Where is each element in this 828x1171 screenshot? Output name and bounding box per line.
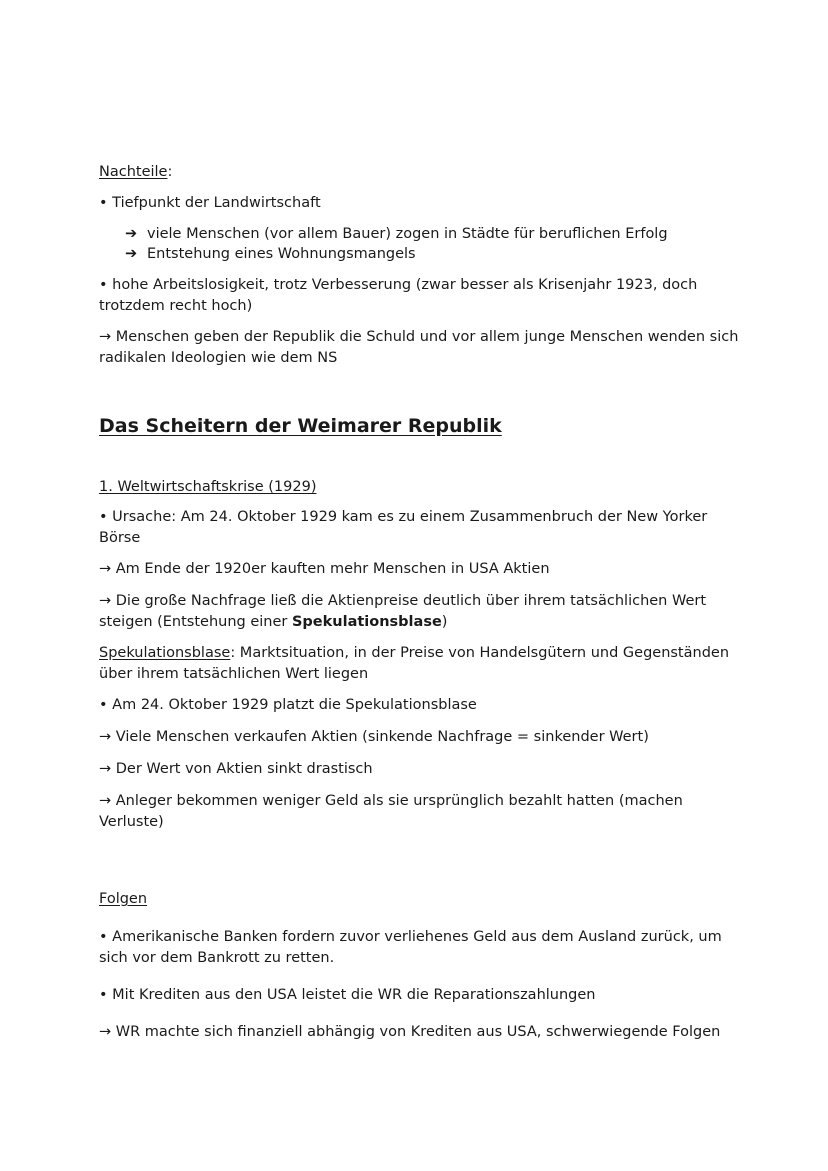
- folgen-bullet-banken: • Amerikanische Banken fordern zuvor verliehenes Geld aus dem Ausland zurück, um sich vor dem Bankrott zu retten.: [99, 929, 722, 966]
- nachfrage-close: ): [441, 614, 448, 630]
- nachteile-bullet-landwirtschaft: • Tiefpunkt der Landwirtschaft: [99, 195, 321, 211]
- nachfrage-text: → Die große Nachfrage ließ die Aktienpreise deutlich über ihrem tatsächlichen Wert steigen (Entstehung einer: [99, 593, 707, 630]
- arrow-nachfrage: [99, 591, 739, 633]
- bullet-spekulationsblase-platzt: • Am 24. Oktober 1929 platzt die Spekulationsblase: [99, 697, 477, 713]
- nachteile-heading: [99, 162, 739, 183]
- folgen-bullet-kredite: • Mit Krediten aus den USA leistet die WR die Reparationszahlungen: [99, 987, 596, 1003]
- nachteile-label: Nachteile: [99, 164, 168, 180]
- section-title-scheitern: Das Scheitern der Weimarer Republik: [99, 415, 502, 437]
- subsection-title-folgen: Folgen: [99, 891, 148, 907]
- arrow-right-icon: ➔: [125, 226, 138, 242]
- arrow-anleger-verluste: → Anleger bekommen weniger Geld als sie ursprünglich bezahlt hatten (machen Verluste): [99, 793, 683, 830]
- subsection-title-weltwirtschaftskrise: 1. Weltwirtschaftskrise (1929): [99, 479, 317, 495]
- folgen-arrow-abhaengig: → WR machte sich finanziell abhängig von Krediten aus USA, schwerwiegende Folgen: [99, 1024, 721, 1040]
- nachteile-sub-list: [99, 224, 739, 264]
- ursache-bullet: • Ursache: Am 24. Oktober 1929 kam es zu einem Zusammenbruch der New Yorker Börse: [99, 509, 708, 546]
- sub-item-text: Entstehung eines Wohnungsmangels: [147, 246, 416, 262]
- arrow-wert-sinkt: → Der Wert von Aktien sinkt drastisch: [99, 761, 373, 777]
- arrow-right-icon: ➔: [125, 246, 138, 262]
- arrow-aktien-verkauf: → Viele Menschen verkaufen Aktien (sinkende Nachfrage = sinkender Wert): [99, 729, 649, 745]
- document-page: [99, 162, 739, 1043]
- definition-spekulationsblase: [99, 643, 739, 685]
- nachteile-colon: :: [167, 164, 173, 180]
- arrow-aktien-kauf: → Am Ende der 1920er kauften mehr Menschen in USA Aktien: [99, 561, 550, 577]
- list-item: [99, 224, 739, 244]
- list-item: [99, 244, 739, 264]
- nachfrage-bold-term: Spekulationsblase: [291, 614, 442, 630]
- definition-term: Spekulationsblase: [99, 645, 231, 661]
- sub-item-text: viele Menschen (vor allem Bauer) zogen in Städte für beruflichen Erfolg: [147, 226, 668, 242]
- nachteile-bullet-arbeitslosigkeit: • hohe Arbeitslosigkeit, trotz Verbesserung (zwar besser als Krisenjahr 1923, doch trotzdem recht hoch): [99, 277, 698, 314]
- nachteile-arrow-schuld: → Menschen geben der Republik die Schuld und vor allem junge Menschen wenden sich radikalen Ideologien wie dem NS: [99, 329, 739, 366]
- definition-text: : Marktsituation, in der Preise von Handelsgütern und Gegenständen über ihrem tatsächlichen Wert liegen: [99, 645, 730, 682]
